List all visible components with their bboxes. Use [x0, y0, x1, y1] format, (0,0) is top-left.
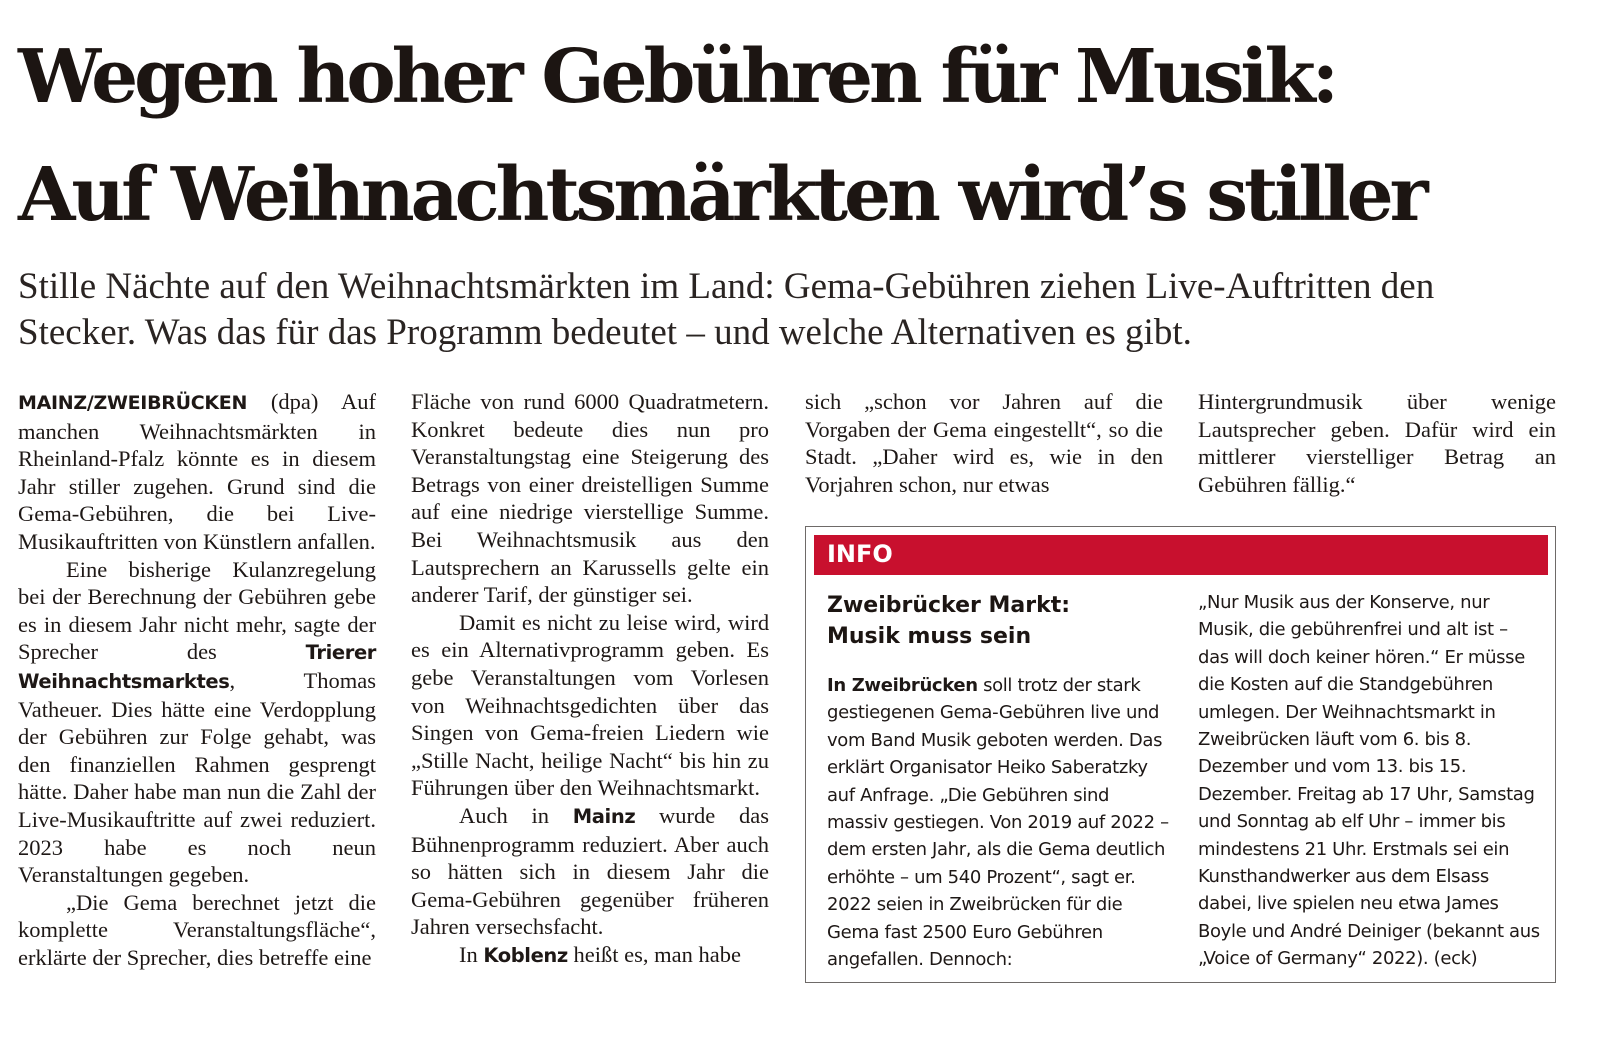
koblenz-name: Koblenz — [483, 943, 568, 967]
info-column-2 — [1198, 589, 1543, 973]
article-paragraph-6: sich „schon vor Jahren auf die Vorgaben der Gema eingestellt“, so die Stadt. „Daher wird es, wie in den Vorjahren schon, nur etwas — [805, 389, 1164, 497]
headline-line-1: Wegen hoher Gebühren für Musik: — [18, 34, 1336, 120]
mainz-name: Mainz — [572, 804, 636, 828]
article-paragraph-6: In Koblenz heißt es, man habe — [459, 941, 741, 967]
headline — [18, 18, 1608, 254]
article-flow-part-4 — [1198, 388, 1556, 498]
info-box — [805, 526, 1556, 983]
info-title — [827, 590, 1157, 652]
info-lead: In Zweibrücken — [827, 675, 978, 696]
dateline: MAINZ/ZWEIBRÜCKEN — [18, 392, 248, 414]
article-paragraph-6: Hintergrundmusik über wenige Lautsprecher geben. Dafür wird ein mittlerer vierstelliger Betrag an Gebühren fällig.“ — [1198, 389, 1557, 497]
info-label: INFO — [827, 540, 893, 568]
article-column-4 — [1198, 388, 1556, 498]
trier-market-name: Trierer — [305, 641, 377, 665]
subheadline-line-1: Stille Nächte auf den Weihnachtsmärkten im Land: Gema-Gebühren ziehen Live-Auftritten den — [18, 266, 1435, 307]
info-header-bar — [814, 535, 1548, 575]
article-paragraph-2: Eine bisherige Kulanzregelung bei der Berechnung der Gebühren gebe es in diesem Jahr nicht mehr, sagte der Sprecher des Trierer Weihnachtsmarktes, Thomas Vatheuer. Dies hätte eine Verdopplung der Gebühren zur Folge gehabt, was den finanziellen Rahmen gesprengt hätte. Daher habe man nun die Zahl der Live-Musikauftritte auf zwei reduziert. 2023 habe es noch neun Veranstaltungen gegeben. — [18, 556, 377, 888]
article-paragraph-4: Damit es nicht zu leise wird, wird es ein Alternativprogramm geben. Es gebe Veranstaltungen vom Vorlesen von Weihnachtsgedichten über das Singen von Gema-freien Liedern wie „Stille Nacht, heilige Nacht“ bis hin zu Führungen über den Weihnachtsmarkt. — [411, 609, 770, 801]
article-flow-part-1 — [18, 388, 376, 971]
subheadline — [18, 264, 1613, 356]
article-paragraph-3: Fläche von rund 6000 Quadratmetern. Konkret bedeute dies nun pro Veranstaltungstag eine Steigerung des Betrags von einer dreistelligen Summe auf eine niedrige vierstellige Summe. Bei Weihnachtsmusik aus den Lautsprechern an Karussells gelte ein anderer Tarif, der günstiger sei. — [411, 389, 770, 608]
trier-market-name: Weihnachtsmarktes — [18, 669, 230, 693]
article-paragraph-5: Auch in Mainz wurde das Bühnenprogramm reduziert. Aber auch so hätten sich in diesem Jahr die Gema-Gebühren gegenüber früheren Jahren versechsfacht. — [411, 802, 770, 940]
info-title-line-2: Musik muss sein — [827, 624, 1032, 649]
info-paragraph-2: „Nur Musik aus der Konserve, nur Musik, die gebührenfrei und alt ist – das will doch keiner hören.“ Er müsse die Kosten auf die Standgebühren umlegen. Der Weihnachtsmarkt in Zweibrücken läuft vom 6. bis 8. Dezember und vom 13. bis 15. Dezember. Freitag ab 17 Uhr, Samstag und Sonntag ab elf Uhr – immer bis mindestens 21 Uhr. Erstmals sei ein Kunsthandwerker aus dem Elsass dabei, live spielen neu etwa James Boyle und André Deiniger (bekannt aus „Voice of Germany“ 2022). (eck) — [1198, 592, 1540, 970]
article-column-3 — [805, 388, 1163, 498]
article-flow-part-3 — [805, 388, 1163, 498]
article-flow-part-2 — [411, 388, 769, 969]
article-paragraph-3: „Die Gema berechnet jetzt die komplette Veranstaltungsfläche“, erklärte der Sprecher, dies betreffe eine — [18, 889, 377, 970]
article-paragraph-1: MAINZ/ZWEIBRÜCKEN (dpa) Auf manchen Weihnachtsmärkten in Rheinland-Pfalz könnte es in diesem Jahr stiller zugehen. Grund sind die Gema-Gebühren, die bei Live-Musikauftritten von Künstlern anfallen. — [18, 389, 377, 554]
info-title-line-1: Zweibrücker Markt: — [827, 593, 1071, 618]
info-paragraph-1 — [827, 672, 1172, 973]
article-column-2 — [411, 388, 769, 969]
info-text-1: soll trotz der stark gestiegenen Gema-Gebühren live und vom Band Musik geboten werden. Das erklärt Organisator Heiko Saberatzky auf Anfrage. „Die Gebühren sind massiv gestiegen. Von 2019 auf 2022 – dem ersten Jahr, als die Gema deutlich erhöhte – um 540 Prozent“, sagt er. 2022 seien in Zweibrücken für die Gema fast 2500 Euro Gebühren angefallen. Dennoch: — [827, 675, 1169, 971]
subheadline-line-2: Stecker. Was das für das Programm bedeutet – und welche Alternativen es gibt. — [18, 312, 1192, 353]
info-column-1 — [827, 672, 1172, 973]
headline-line-2: Auf Weihnachtsmärkten wird’s stiller — [18, 152, 1425, 238]
article-column-1 — [18, 388, 376, 971]
